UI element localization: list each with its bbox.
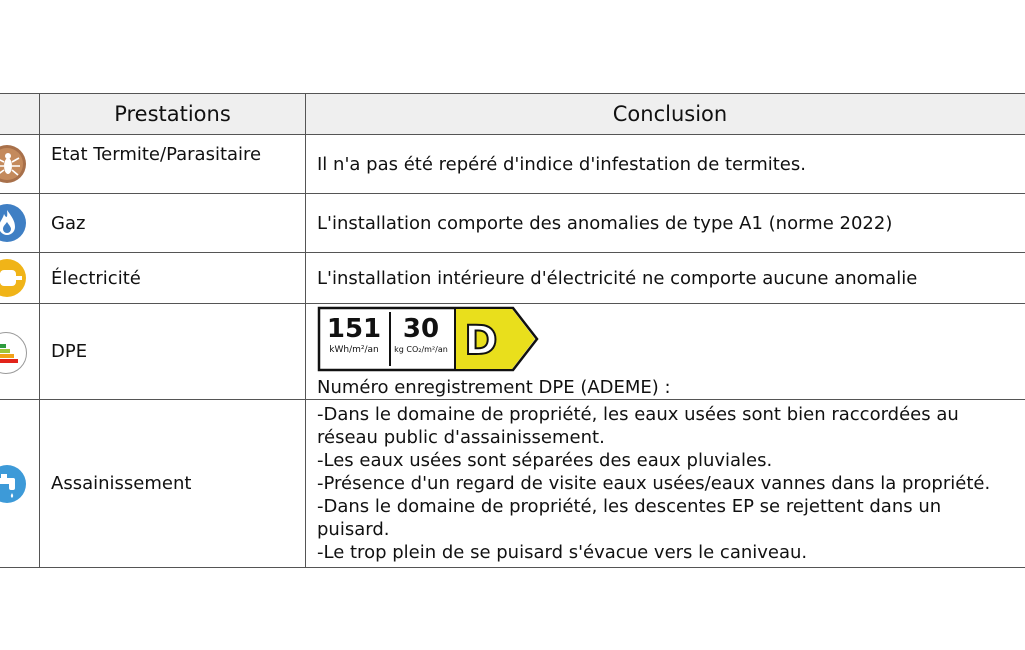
conclusion-line: -Présence d'un regard de visite eaux usées/eaux vannes dans la propriété. — [317, 473, 991, 494]
dpe-co2-value: 30 — [402, 314, 440, 344]
prestation-electricite: Électricité — [40, 253, 306, 304]
table-row — [0, 304, 1025, 400]
conclusion-line: réseau public d'assainissement. — [317, 427, 605, 448]
conclusion-line: -Dans le domaine de propriété, les descentes EP se rejettent dans un — [317, 496, 942, 517]
conclusion-line: -Les eaux usées sont séparées des eaux pluviales. — [317, 450, 773, 471]
icon-column-header — [0, 94, 40, 135]
conclusion-line: puisard. — [317, 519, 390, 540]
energy-rating-icon — [0, 332, 27, 374]
dpe-class-letter: D — [464, 318, 498, 364]
conclusion-termite: Il n'a pas été repéré d'indice d'infestation de termites. — [306, 135, 1025, 194]
table-row — [0, 194, 1025, 253]
electric-plug-icon — [0, 258, 27, 298]
termite-icon — [0, 144, 27, 184]
table-row — [0, 253, 1025, 304]
conclusion-line: -Le trop plein de se puisard s'évacue vers le caniveau. — [317, 542, 808, 563]
conclusion-assainissement — [306, 400, 1025, 568]
diagnostics-table — [0, 93, 1025, 568]
table-row — [0, 400, 1025, 568]
conclusion-dpe-cell — [306, 304, 1025, 400]
prestation-assainissement: Assainissement — [40, 400, 306, 568]
table-row — [0, 135, 1025, 194]
dpe-energy-unit: kWh/m²/an — [329, 345, 379, 355]
conclusion-header: Conclusion — [306, 94, 1025, 135]
conclusion-line: -Dans le domaine de propriété, les eaux usées sont bien raccordées au — [317, 404, 959, 425]
prestation-dpe: DPE — [40, 304, 306, 400]
prestation-gaz: Gaz — [40, 194, 306, 253]
gas-flame-icon — [0, 203, 27, 243]
prestations-header: Prestations — [40, 94, 306, 135]
dpe-co2-unit: kg CO₂/m²/an — [394, 345, 448, 354]
dpe-energy-value: 151 — [326, 314, 382, 344]
prestation-termite: Etat Termite/Parasitaire — [40, 135, 306, 194]
table-header-row — [0, 94, 1025, 135]
conclusion-gaz: L'installation comporte des anomalies de type A1 (norme 2022) — [306, 194, 1025, 253]
dpe-registration-label: Numéro enregistrement DPE (ADEME) : — [317, 377, 671, 398]
water-tap-icon — [0, 464, 27, 504]
conclusion-electricite: L'installation intérieure d'électricité ne comporte aucune anomalie — [306, 253, 1025, 304]
dpe-energy-label — [317, 306, 541, 372]
